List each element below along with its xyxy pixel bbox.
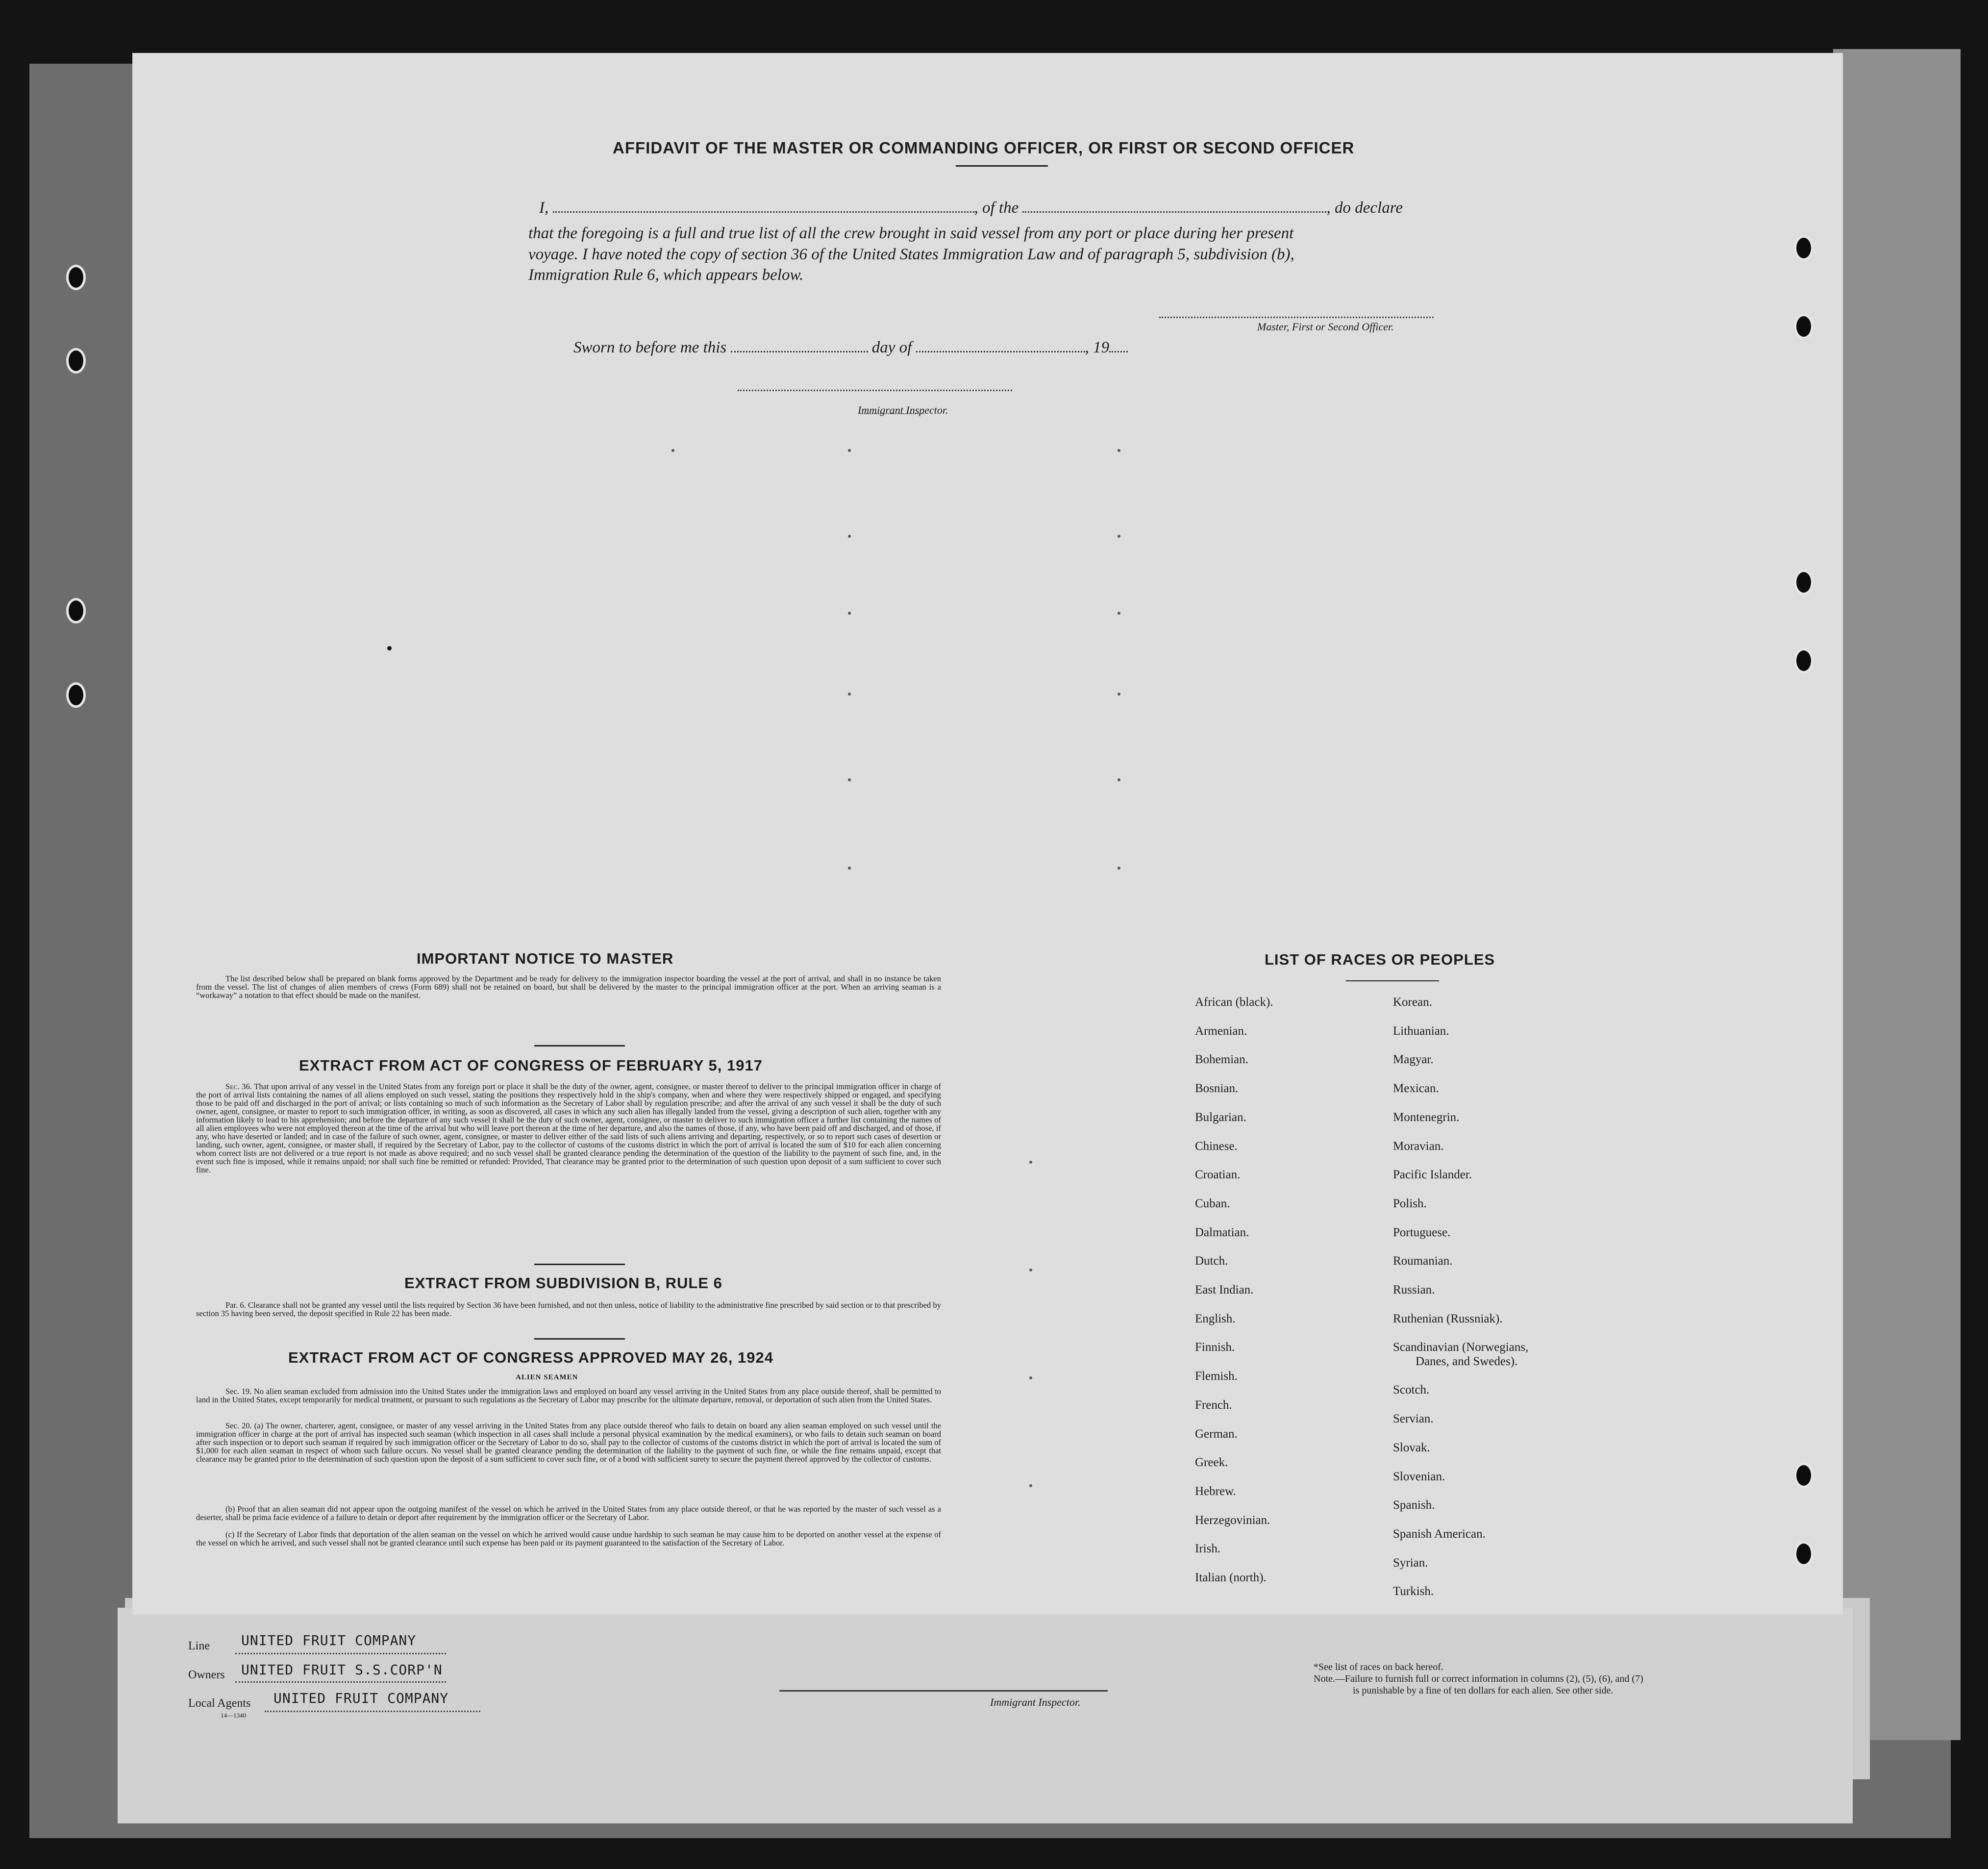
binder-hole — [1794, 314, 1814, 339]
race-item: Greek. — [1195, 1456, 1228, 1470]
footer-inspector-signature-line — [779, 1690, 1108, 1692]
race-item: Korean. — [1393, 996, 1432, 1009]
grain-dot — [1118, 612, 1120, 615]
extract-1917-title: EXTRACT FROM ACT OF CONGRESS OF FEBRUARY 5, 1917 — [299, 1057, 763, 1074]
rule-6-title: EXTRACT FROM SUBDIVISION B, RULE 6 — [404, 1274, 722, 1292]
vessel-blank — [1022, 201, 1326, 213]
binder-hole — [1794, 1541, 1814, 1567]
form-number: 14—1340 — [221, 1712, 246, 1719]
rule-6-body: Par. 6. Clearance shall not be granted any vessel until the lists required by Section 36 have been furnished, and not then unless, notice of liability to the administrative fine prescribed by said section or to that prescribed by section 35 having been served, the deposit specified in Rule 22 has been made. — [196, 1300, 941, 1318]
affidavit-title: AFFIDAVIT OF THE MASTER OR COMMANDING OFFICER, OR FIRST OR SECOND OFFICER — [613, 139, 1355, 157]
grain-dot — [848, 535, 851, 538]
line-underline — [235, 1653, 446, 1654]
grain-dot — [1118, 778, 1120, 781]
section-20c-text: (c) If the Secretary of Labor finds that deportation of the alien seaman on the vessel on which he arrived would cause undue hardship to such seaman he may cause him to be deported on another vessel at the expense of the vessel on which he arrived, and such vessel shall not be granted clearance until such expense has been paid or its payment guaranteed to the satisfaction of the Secretary of Labor. — [196, 1530, 941, 1547]
race-item: Scandinavian (Norwegians, — [1393, 1341, 1529, 1354]
race-item: French. — [1195, 1398, 1232, 1412]
grain-dot — [848, 778, 851, 781]
section-19-text: Sec. 19. No alien seaman excluded from admission into the United States under the immigration laws and employed on board any vessel arriving in the United States from any place outside thereof, shall be permitted to land in the United States, except temporarily for medical treatment, or pursuant to such regulations as the Secretary of Labor may prescribe for the ultimate departure, removal, or deportation of such alien from the United States. — [196, 1387, 941, 1404]
race-item: Danes, and Swedes). — [1416, 1355, 1518, 1369]
binder-hole — [1794, 1463, 1814, 1488]
race-item: African (black). — [1195, 996, 1273, 1009]
grain-dot — [1029, 1376, 1032, 1379]
race-item: Finnish. — [1195, 1341, 1235, 1354]
notice-body: The list described below shall be prepared on blank forms approved by the Department and be ready for delivery to the immigration inspector boarding the vessel at the port of arrival, and shall in no instance be taken from the vessel. The list of changes of alien members of crews (Form 689) shall not be retained on board, but shall be delivered by the master to the principal immigration officer at the port. When an arriving seaman is a “workaway” a notation to that effect should be made on the manifest. — [196, 974, 941, 1000]
race-item: Montenegrin. — [1393, 1110, 1460, 1124]
manifest-footer-sheet — [118, 1608, 1853, 1823]
races-title: LIST OF RACES OR PEOPLES — [1265, 951, 1495, 968]
agents-underline — [265, 1711, 480, 1712]
race-item: Flemish. — [1195, 1370, 1238, 1383]
race-item: Italian (north). — [1195, 1571, 1267, 1585]
grain-dot — [1029, 1484, 1032, 1487]
binder-hole — [1794, 235, 1814, 261]
inspector-caption-leader — [860, 413, 924, 414]
fine-note-line2: is punishable by a fine of ten dollars for each alien. See other side. — [1353, 1685, 1614, 1696]
races-note: *See list of races on back hereof. — [1314, 1662, 1443, 1672]
grain-dot — [848, 867, 851, 870]
section-36-label: Sec. 36. — [225, 1082, 252, 1091]
race-item: Ruthenian (Russniak). — [1393, 1312, 1503, 1325]
sworn-text: Sworn to before me this — [573, 339, 727, 356]
binder-hole — [1794, 648, 1814, 673]
races-column-1 — [1195, 988, 1273, 1593]
officer-signature-line — [1159, 317, 1434, 318]
race-item: Dutch. — [1195, 1254, 1228, 1268]
races-column-2 — [1393, 988, 1528, 1606]
race-item: Irish. — [1195, 1542, 1221, 1556]
race-item: Pacific Islander. — [1393, 1168, 1472, 1182]
owners-value: UNITED FRUIT S.S.CORP'N — [241, 1662, 443, 1678]
month-blank — [916, 341, 1085, 352]
grain-dot — [1118, 693, 1120, 696]
owners-label: Owners — [188, 1669, 225, 1681]
race-item: Bulgarian. — [1195, 1110, 1246, 1124]
day-of: day of — [871, 339, 912, 356]
race-item: Slovak. — [1393, 1441, 1430, 1454]
section-20a-text: Sec. 20. (a) The owner, charterer, agent, consignee, or master of any vessel arriving in the United States from any place outside thereof who fails to detain on board any alien seaman employed on such vessel until the immigration officer in charge at the port of arrival has inspected such seaman (which inspection in all cases shall include a personal physical examination by the medical examiners), or who fails to detain such seaman on board after such inspection or to deport such seaman if required by such immigration officer or the Secretary of Labor to do so, shall pay to the collector of customs of the customs district in which the port of arrival is located the sum of $1,000 for each alien seaman in respect of whom such failure occurs. No vessel shall be granted clearance pending the determination of the liability to the payment of such fine, or while the fine remains unpaid, except that clearance may be granted prior to the determination of such question upon the deposit of a sum sufficient to cover such fine, or of a bond with sufficient surety to secure the payment thereof approved by the collector of customs. — [196, 1421, 941, 1464]
race-item: Armenian. — [1195, 1024, 1247, 1038]
race-item: Hebrew. — [1195, 1484, 1236, 1498]
owners-underline — [235, 1681, 446, 1683]
section-20b-text: (b) Proof that an alien seaman did not appear upon the outgoing manifest of the vessel on which he arrived in the United States from any place outside thereof, or that he was reported by the master of such vessel as a deserter, shall be prima facie evidence of a failure to detain or deport after requirement by the immigration officer or the Secretary of Labor. — [196, 1504, 941, 1522]
grain-dot — [848, 449, 851, 452]
binder-hole — [66, 265, 86, 290]
inspector-signature-line — [738, 390, 1012, 391]
race-item: Magyar. — [1393, 1053, 1434, 1067]
right-edge-sheet — [1833, 49, 1961, 1740]
race-item: Moravian. — [1393, 1139, 1444, 1153]
sworn-line — [573, 339, 1128, 357]
grain-dot — [671, 449, 674, 452]
declaration-line-2: that the foregoing is a full and true list of all the crew brought in said vessel from any port or place during her present — [528, 224, 1294, 242]
declaration-line-4: Immigration Rule 6, which appears below. — [528, 266, 804, 284]
race-item: Spanish American. — [1393, 1527, 1486, 1541]
race-item: Slovenian. — [1393, 1470, 1445, 1483]
year-prefix: , 19 — [1085, 339, 1110, 356]
do-declare: , do declare — [1326, 199, 1403, 217]
race-item: Bosnian. — [1195, 1082, 1239, 1096]
notice-separator — [534, 1045, 625, 1047]
race-item: Lithuanian. — [1393, 1024, 1449, 1038]
grain-dot — [1118, 449, 1120, 452]
race-item: Dalmatian. — [1195, 1225, 1249, 1239]
race-item: Portuguese. — [1393, 1225, 1451, 1239]
notice-title: IMPORTANT NOTICE TO MASTER — [417, 950, 674, 967]
declaration-line-3: voyage. I have noted the copy of section 36 of the United States Immigration Law and of paragraph 5, subdivision (b), — [528, 246, 1294, 263]
footer-inspector-caption: Immigrant Inspector. — [990, 1696, 1081, 1708]
race-item: English. — [1195, 1312, 1236, 1325]
year-blank — [1109, 341, 1128, 352]
binder-hole — [66, 682, 86, 708]
agents-label: Local Agents — [188, 1697, 251, 1710]
race-item: Russian. — [1393, 1283, 1435, 1297]
grain-dot — [1029, 1161, 1032, 1164]
extract-1917-separator — [534, 1264, 625, 1265]
race-item: Polish. — [1393, 1196, 1427, 1210]
grain-dot — [848, 612, 851, 615]
title-rule — [956, 165, 1048, 167]
race-item: Syrian. — [1393, 1556, 1428, 1570]
line-label: Line — [188, 1640, 210, 1652]
race-item: Scotch. — [1393, 1383, 1430, 1397]
race-item: Spanish. — [1393, 1498, 1435, 1512]
race-item: Roumanian. — [1393, 1254, 1453, 1268]
race-item: Herzegovinian. — [1195, 1513, 1270, 1527]
alien-seamen-subtitle: ALIEN SEAMEN — [516, 1373, 578, 1381]
day-blank — [731, 341, 868, 352]
inspector-caption: Immigrant Inspector. — [858, 404, 948, 416]
race-item: Chinese. — [1195, 1139, 1238, 1153]
declaration-line-1 — [539, 199, 1403, 217]
officer-caption: Master, First or Second Officer. — [1257, 321, 1394, 333]
binder-hole — [1794, 570, 1814, 595]
agents-value: UNITED FRUIT COMPANY — [273, 1690, 449, 1706]
grain-dot — [387, 646, 392, 650]
race-item: Croatian. — [1195, 1168, 1241, 1182]
grain-dot — [1029, 1269, 1032, 1271]
affidavit-page — [132, 53, 1843, 1614]
grain-dot — [848, 693, 851, 696]
name-blank — [553, 201, 974, 213]
grain-dot — [1118, 867, 1120, 870]
race-item: Turkish. — [1393, 1585, 1434, 1598]
declare-i: I, — [539, 199, 549, 217]
binder-hole — [66, 348, 86, 374]
race-item: Bohemian. — [1195, 1053, 1249, 1067]
races-separator — [1346, 980, 1439, 981]
race-item: East Indian. — [1195, 1283, 1254, 1297]
extract-1924-title: EXTRACT FROM ACT OF CONGRESS APPROVED MAY 26, 1924 — [288, 1349, 773, 1366]
race-item: Servian. — [1393, 1412, 1434, 1426]
binder-hole — [66, 598, 86, 623]
race-item: Cuban. — [1195, 1196, 1230, 1210]
extract-1917-body — [196, 1082, 941, 1174]
fine-note-line1: Note.—Failure to furnish full or correct information in columns (2), (5), (6), and (7) — [1314, 1673, 1643, 1684]
grain-dot — [1118, 535, 1120, 538]
of-the: , of the — [974, 199, 1019, 217]
race-item: Mexican. — [1393, 1082, 1439, 1096]
line-value: UNITED FRUIT COMPANY — [241, 1632, 417, 1648]
rule-6-separator — [534, 1338, 625, 1340]
race-item: German. — [1195, 1427, 1238, 1441]
section-36-text: That upon arrival of any vessel in the United States from any foreign port or place it shall be the duty of the owner, agent, consignee, or master thereof to deliver to the principal immigration officer in charge of the port of arrival lists containing the names of all aliens employed on such vessel, stating the positions they respectively hold in the ship's company, when and where they were respectively shipped or engaged, and specifying those to be paid off and discharged in the port of arrival; or lists containing so much of such information as the Secretary of Labor shall by regulation prescribe; and after the arrival of any such vessel it shall be the duty of such owner, agent, consignee, or master to report to such immigration officer, in writing, as soon as discovered, all cases in which any such alien has illegally landed from the vessel, giving a description of such alien, together with any information likely to lead to his apprehension; and before the departure of any such vessel it shall be the duty of such owner, agent, consignee, or master to deliver to such immigration officer a further list containing the names of all alien employees who were not employed thereon at the time of the arrival but who will leave port thereon at the time of her departure, and also the names of those, if any, who have been paid off and discharged, and of those, if any, who have deserted or landed; and in case of the failure of such owner, agent, consignee, or master to deliver either of the said lists of such aliens arriving and departing, respectively, or so to report such cases of desertion or landing, such owner, agent, consignee, or master shall, if required by the Secretary of Labor, pay to the collector of customs of the customs district in which the port of arrival is located the sum of $10 for each alien concerning whom correct lists are not delivered or a true report is not made as above required; and no such vessel shall be granted clearance pending the determination of the question of the liability to the payment of such fine, and, in the event such fine is imposed, while it remains unpaid; nor shall such fine be remitted or refunded: Provided, That clearance may be granted prior to the determination of such question upon deposit of a sum sufficient to cover such fine. — [196, 1082, 942, 1174]
